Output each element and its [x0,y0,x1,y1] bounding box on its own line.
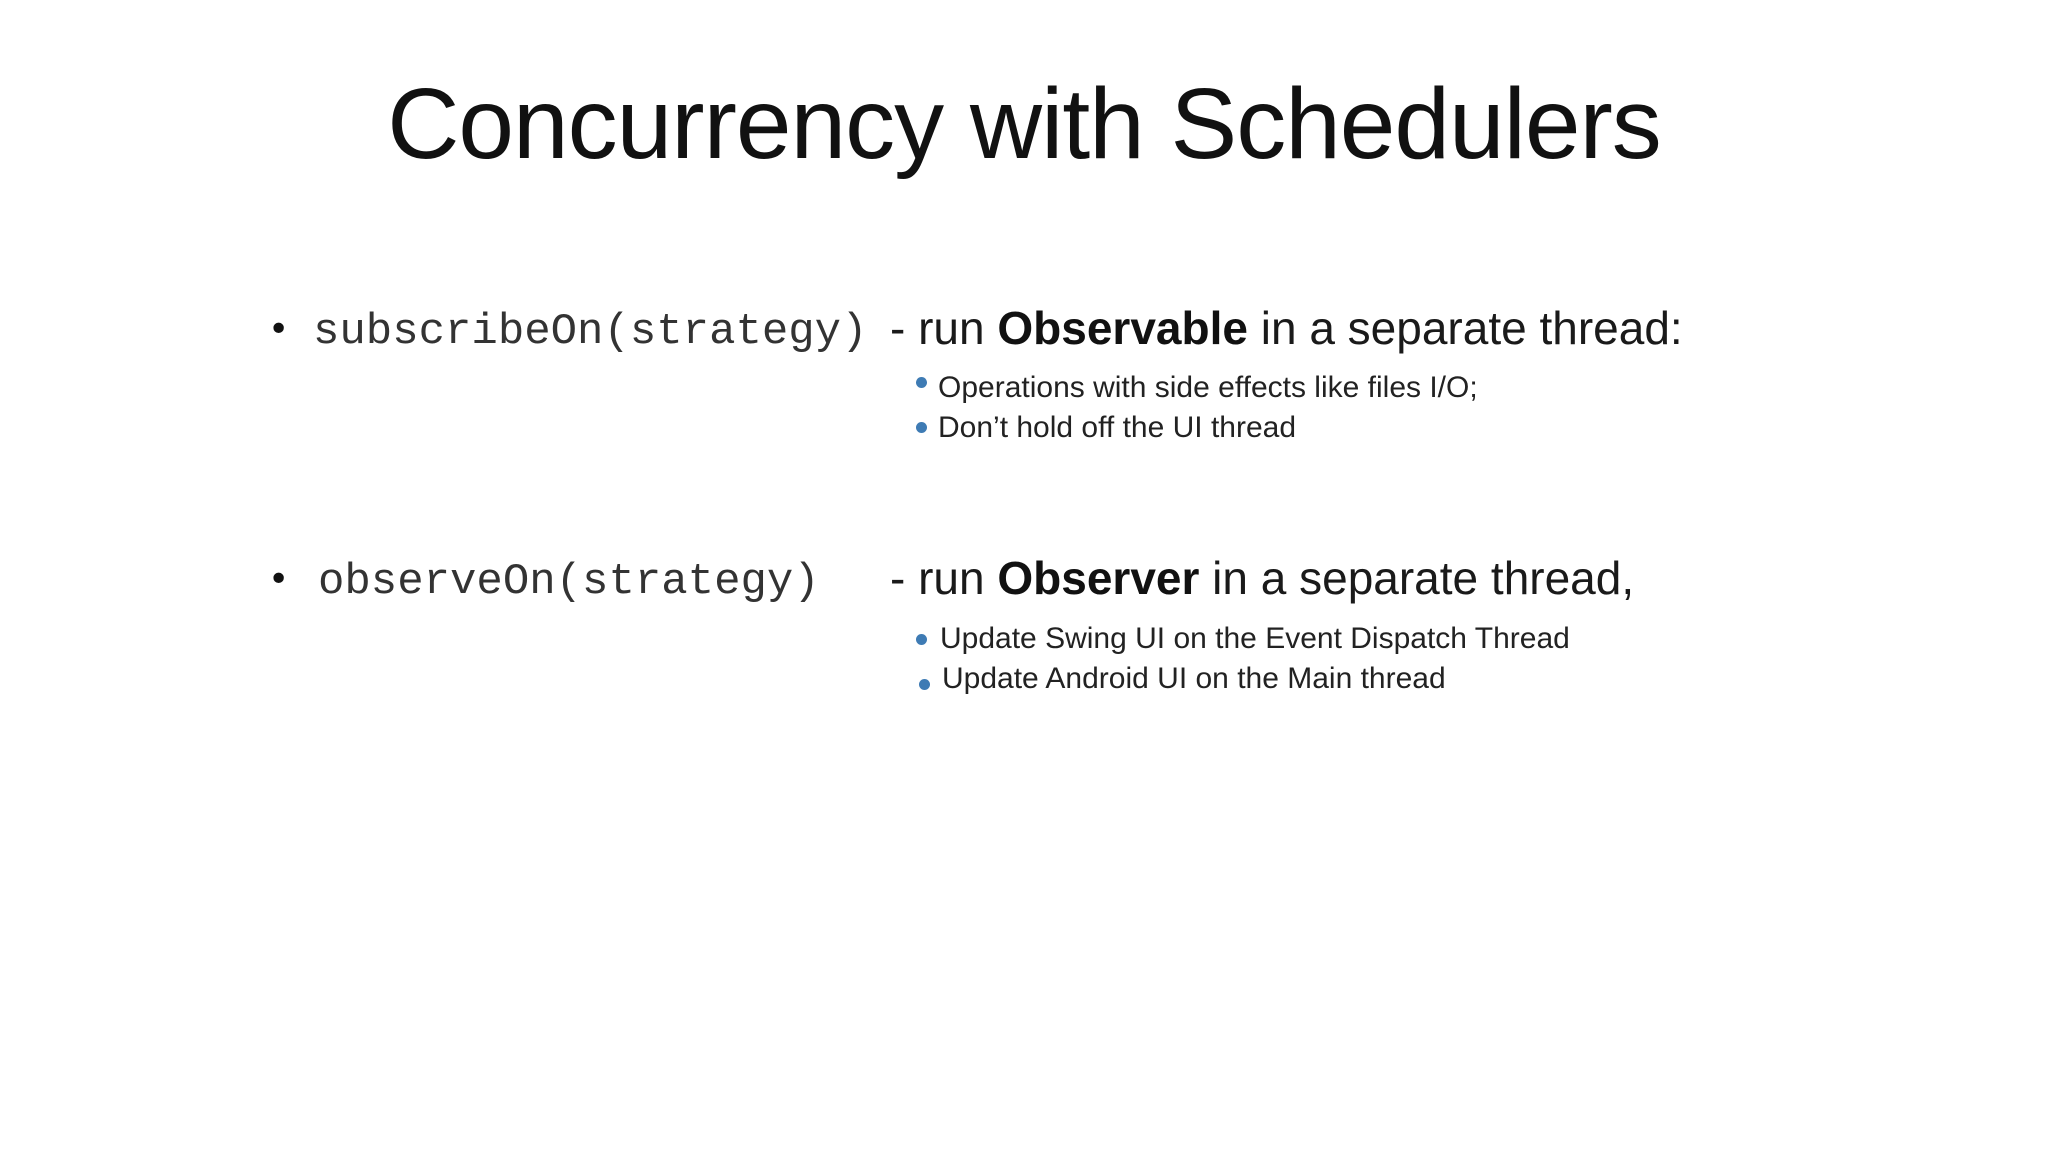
description-prefix: - run [890,302,998,354]
sub-point: Operations with side effects like files I/O; [938,371,1478,404]
method-name: subscribeOn(strategy) [313,307,868,357]
description-emphasis: Observer [997,552,1200,604]
sub-point: Update Swing UI on the Event Dispatch Thread [940,622,1570,655]
method-name: observeOn(strategy) [318,557,820,607]
sub-bullet-icon [916,377,927,388]
description-prefix: - run [890,552,998,604]
description-suffix: in a separate thread, [1199,552,1635,604]
sub-point: Update Android UI on the Main thread [942,662,1446,695]
method-description [890,298,1683,358]
slide-title: Concurrency with Schedulers [387,68,1661,180]
description-emphasis: Observable [997,302,1248,354]
description-suffix: in a separate thread: [1247,302,1683,354]
sub-bullet-icon [919,679,930,690]
bullet-icon: • [268,559,290,600]
sub-bullet-icon [916,422,927,433]
sub-bullet-icon [916,634,927,645]
bullet-icon: • [268,309,290,350]
sub-point: Don’t hold off the UI thread [938,411,1297,444]
method-description [890,548,1634,608]
